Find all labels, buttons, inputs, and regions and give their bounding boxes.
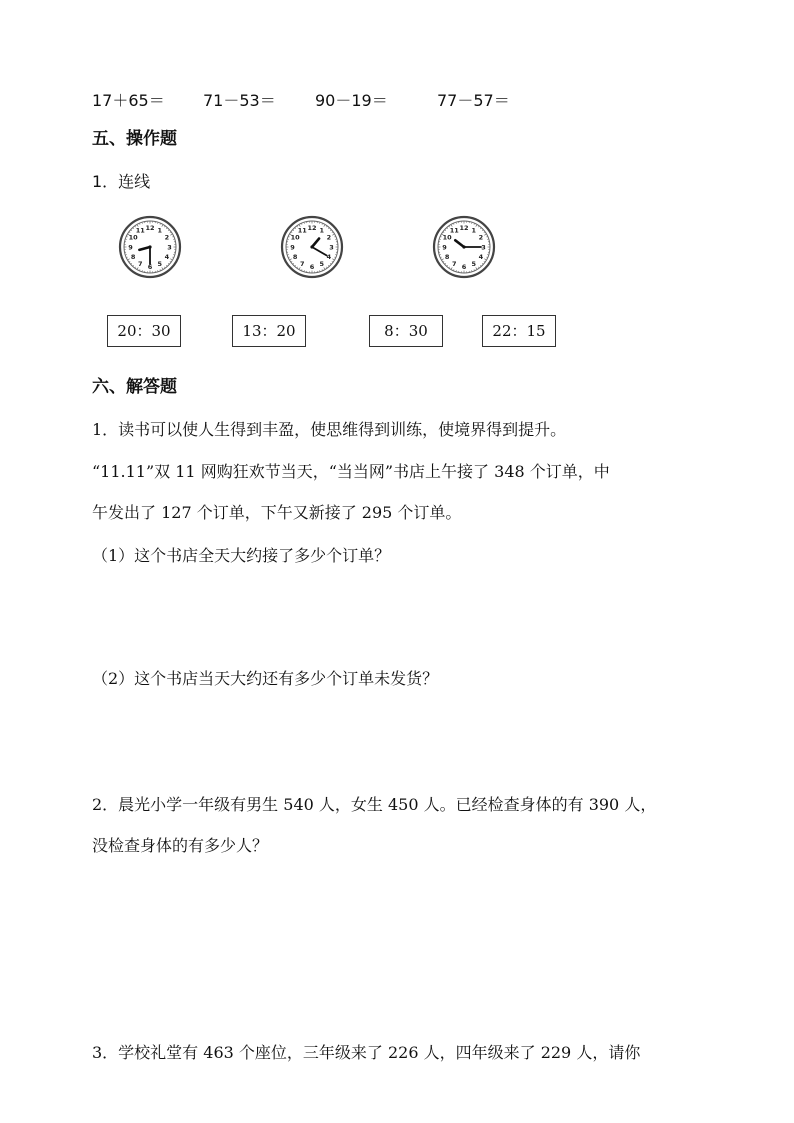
clock-number: 6: [461, 262, 467, 271]
clock-number: 10: [290, 233, 300, 242]
calc-item-3: 90－19＝: [315, 91, 388, 110]
clock-center: [148, 245, 151, 248]
clock-number: 8: [444, 253, 450, 262]
question-1-intro: 1．读书可以使人生得到丰盈，使思维得到训练，使境界得到提升。: [92, 420, 567, 439]
clock-number: 4: [164, 253, 170, 262]
question-connect-lines: 1．连线: [92, 172, 151, 191]
time-box: 13：20: [232, 315, 306, 347]
clock-number: 3: [167, 243, 172, 252]
clock-number: 6: [147, 262, 153, 271]
time-box: 20：30: [107, 315, 181, 347]
question-1-line-2: 午发出了 127 个订单，下午又新接了 295 个订单。: [92, 503, 462, 522]
clock-number: 12: [307, 223, 317, 232]
clock-number: 9: [290, 243, 295, 252]
clock-face: [432, 215, 496, 279]
clock-number: 5: [471, 260, 477, 269]
clock-number: 1: [157, 226, 163, 235]
clock-number: 8: [130, 253, 136, 262]
calc-item-2: 71－53＝: [203, 91, 276, 110]
question-1-sub-2: （2）这个书店当天大约还有多少个订单未发货？: [92, 669, 439, 688]
clock-number: 2: [164, 233, 170, 242]
calc-item-4: 77－57＝: [437, 91, 510, 110]
clock-number: 9: [128, 243, 133, 252]
clock-number: 3: [329, 243, 334, 252]
section-title-solve: 六、解答题: [92, 377, 177, 397]
time-box: 22：15: [482, 315, 556, 347]
clock-number: 10: [128, 233, 138, 242]
clock-number: 1: [319, 226, 325, 235]
clock-face: [280, 215, 344, 279]
clock-number: 8: [292, 253, 298, 262]
clock-number: 9: [442, 243, 447, 252]
clock-number: 7: [299, 260, 305, 269]
clock-center: [310, 245, 313, 248]
clock-number: 7: [451, 260, 457, 269]
clock-number: 10: [442, 233, 452, 242]
question-2-line-1: 2．晨光小学一年级有男生 540 人，女生 450 人。已经检查身体的有 390 人，: [92, 795, 657, 814]
clock-number: 2: [478, 233, 484, 242]
clock-number: 5: [157, 260, 163, 269]
clock-number: 6: [309, 262, 315, 271]
question-2-line-2: 没检查身体的有多少人？: [92, 836, 269, 855]
clock-number: 11: [135, 226, 145, 235]
section-title-operation: 五、操作题: [92, 129, 177, 149]
question-3-line-1: 3．学校礼堂有 463 个座位，三年级来了 226 人，四年级来了 229 人，请你: [92, 1043, 641, 1062]
calc-item-1: 17＋65＝: [92, 91, 165, 110]
clock-number: 4: [326, 253, 332, 262]
clock-number: 12: [459, 223, 469, 232]
clock-face: [118, 215, 182, 279]
clock-number: 1: [471, 226, 477, 235]
clock-number: 5: [319, 260, 325, 269]
question-1-line-1: “11.11”双 11 网购狂欢节当天，“当当网”书店上午接了 348 个订单，中: [92, 462, 610, 481]
clock-number: 11: [449, 226, 459, 235]
clock-number: 4: [478, 253, 484, 262]
question-1-sub-1: （1）这个书店全天大约接了多少个订单？: [92, 546, 391, 565]
clock-number: 11: [297, 226, 307, 235]
time-box: 8：30: [369, 315, 443, 347]
clock-number: 3: [481, 243, 486, 252]
clock-center: [462, 245, 465, 248]
clock-number: 7: [137, 260, 143, 269]
clock-number: 2: [326, 233, 332, 242]
clock-number: 12: [145, 223, 155, 232]
